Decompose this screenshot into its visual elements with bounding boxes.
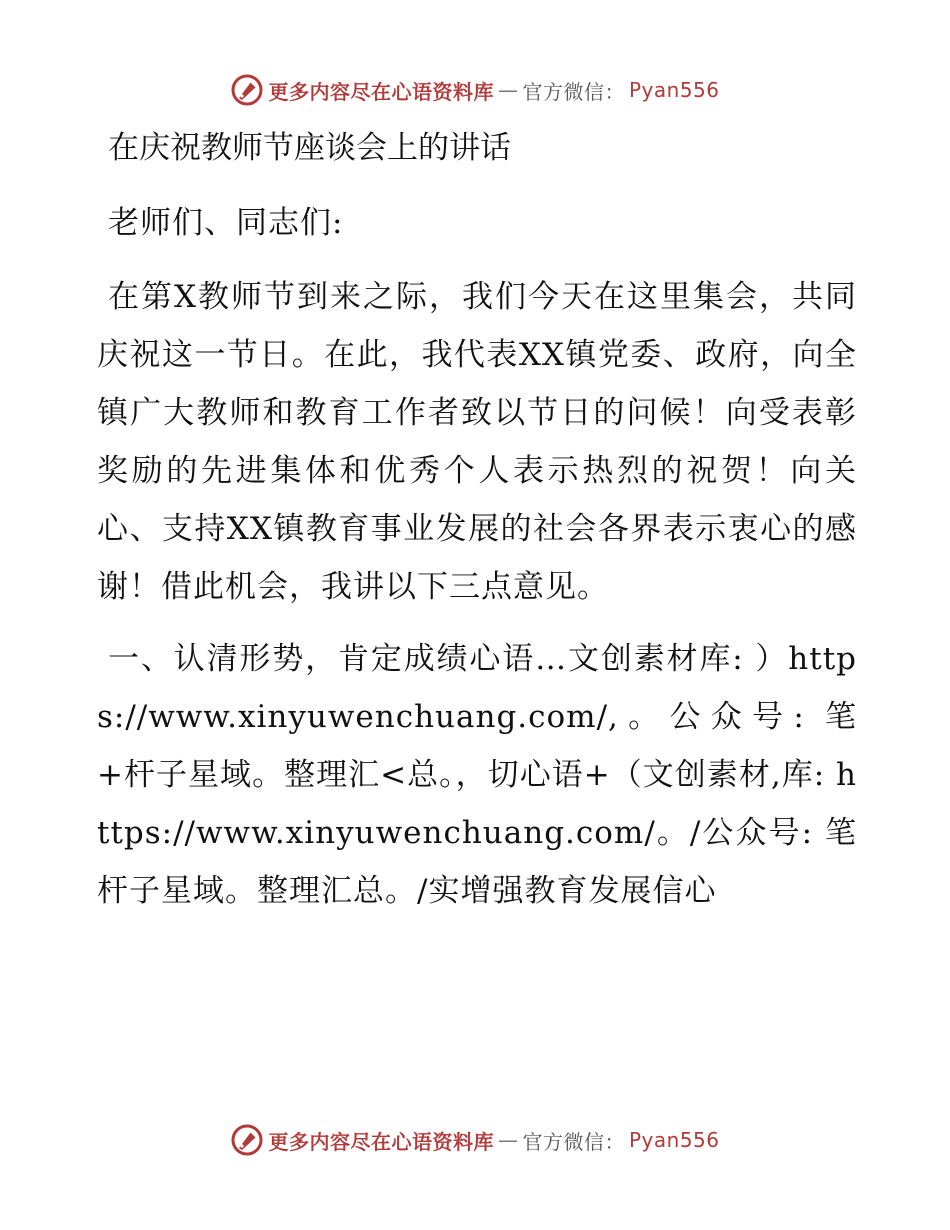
footer-watermark-inner [230, 1123, 719, 1157]
header-watermark-inner [230, 73, 719, 107]
watermark-separator: — [497, 1128, 519, 1152]
document-paragraph-2: 一、认清形势，肯定成绩心语…文创素材库: ）https://www.xinyuwenchuang.com/,。公众号: 笔+杆子星域。整理汇<总。，切心语+（文创素材,库: https://www.xinyuwenchuang.com/。/公众号: 笔杆子星域。整理汇总。/实增强教育发展信心 [97, 641, 857, 909]
watermark-brand: 更多内容尽在心语资料库 [268, 1129, 494, 1154]
watermark-label: 官方微信： [522, 1129, 625, 1154]
watermark-label: 官方微信： [522, 79, 625, 104]
pen-nib-logo-icon [230, 73, 264, 107]
footer-watermark [0, 1120, 950, 1160]
document-body [97, 120, 857, 934]
watermark-wechat-id: Pyan556 [628, 1128, 720, 1152]
document-title: 在庆祝教师节座谈会上的讲话 [108, 130, 511, 166]
document-paragraph-1: 在第X教师节到来之际，我们今天在这里集会，共同庆祝这一节日。在此，我代表XX镇党委、政府，向全镇广大教师和教育工作者致以节日的问候！向受表彰奖励的先进集体和优秀个人表示热烈的祝贺！向关心、支持XX镇教育事业发展的社会各界表示衷心的感谢！借此机会，我讲以下三点意见。 [97, 279, 857, 605]
document-salutation: 老师们、同志们: [108, 205, 344, 241]
pen-nib-logo-icon [230, 1123, 264, 1157]
watermark-separator: — [497, 78, 519, 102]
watermark-brand: 更多内容尽在心语资料库 [268, 79, 494, 104]
watermark-wechat-id: Pyan556 [628, 78, 720, 102]
header-watermark [0, 70, 950, 110]
